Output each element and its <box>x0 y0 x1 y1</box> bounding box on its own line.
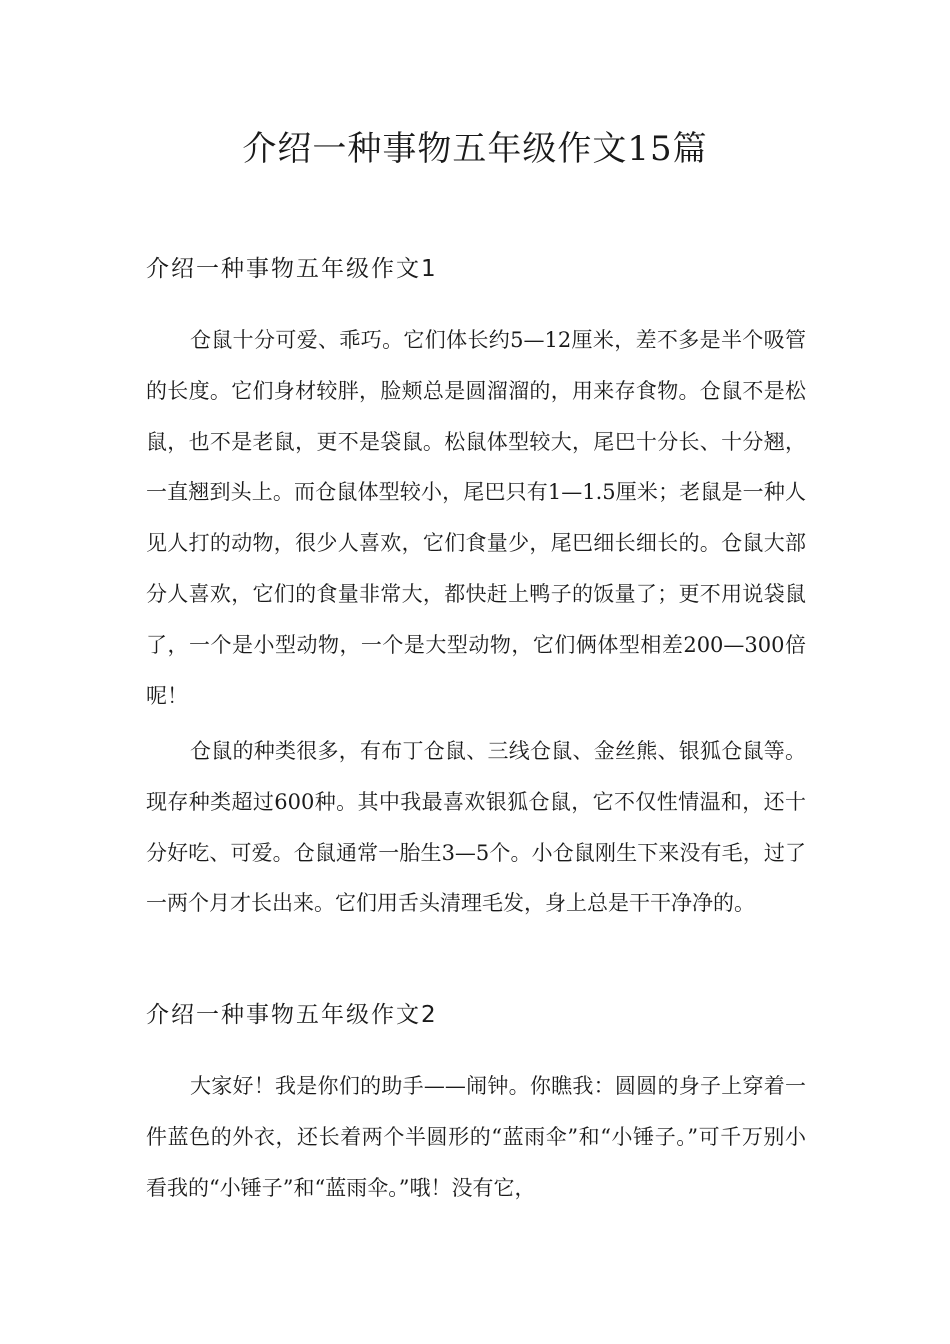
section-heading-2: 介绍一种事物五年级作文2 <box>146 1002 438 1028</box>
document-title: 介绍一种事物五年级作文15篇 <box>242 129 708 169</box>
section-1-paragraph-2: 仓鼠的种类很多，有布丁仓鼠、三线仓鼠、金丝熊、银狐仓鼠等。现存种类超过600种。其中我最喜欢银狐仓鼠，它不仅性情温和，还十分好吃、可爱。仓鼠通常一胎生3—5个。小仓鼠刚生下来没有毛，过了一两个月才长出来。它们用舌头清理毛发，身上总是干干净净的。 <box>146 739 806 916</box>
section-1-paragraph-1: 仓鼠十分可爱、乖巧。它们体长约5—12厘米，差不多是半个吸管的长度。它们身材较胖，脸颊总是圆溜溜的，用来存食物。仓鼠不是松鼠，也不是老鼠，更不是袋鼠。松鼠体型较大，尾巴十分长、十分翘，一直翘到头上。而仓鼠体型较小，尾巴只有1—1.5厘米；老鼠是一种人见人打的动物，很少人喜欢，它们食量少，尾巴细长细长的。仓鼠大部分人喜欢，它们的食量非常大，都快赶上鸭子的饭量了；更不用说袋鼠了，一个是小型动物，一个是大型动物，它们俩体型相差200—300倍呢！ <box>146 328 806 708</box>
section-2-paragraph-1: 大家好！我是你们的助手——闹钟。你瞧我：圆圆的身子上穿着一件蓝色的外衣，还长着两个半圆形的“蓝雨伞”和“小锤子。”可千万别小看我的“小锤子”和“蓝雨伞。”哦！没有它， <box>146 1074 806 1200</box>
section-heading-1: 介绍一种事物五年级作文1 <box>146 256 438 282</box>
